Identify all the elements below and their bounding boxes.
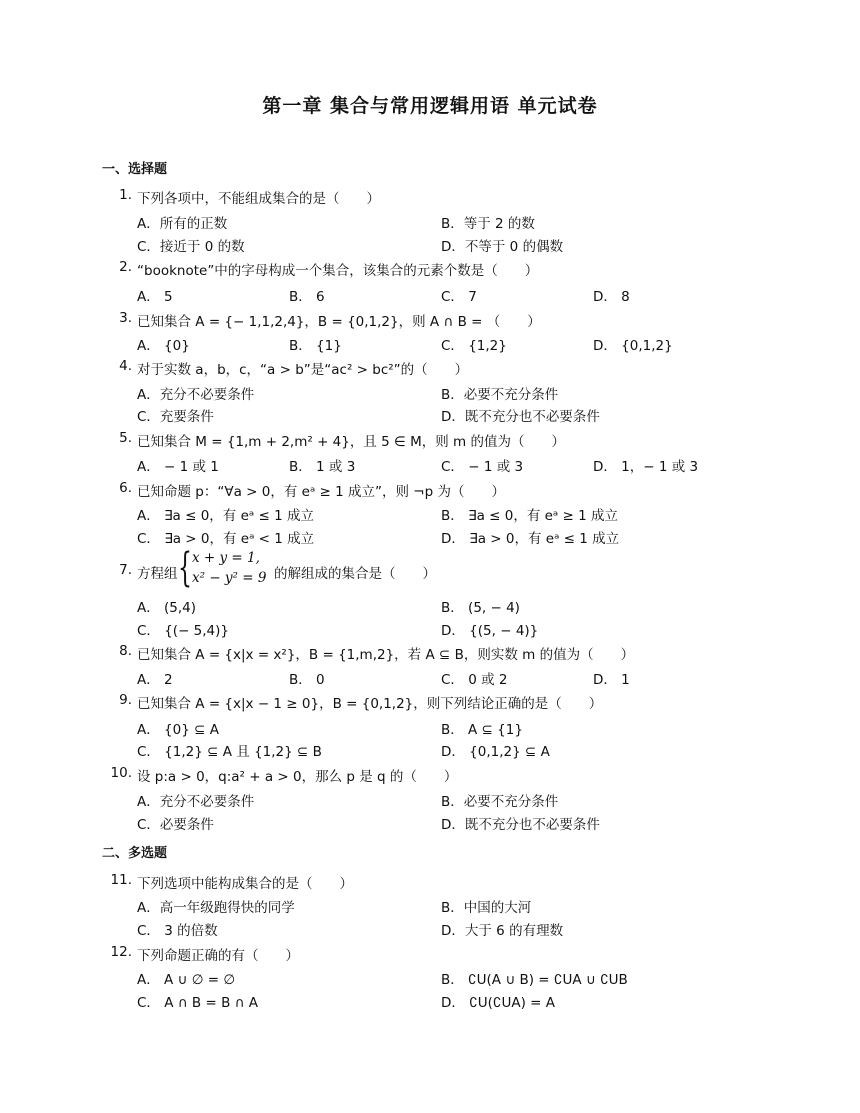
equation-line-1: x + y = 1, [192, 550, 260, 566]
question-number: 2. [119, 259, 132, 275]
option-b: B．必要不充分条件 [441, 387, 559, 403]
question-stem: 已知集合 A = {x|x − 1 ≥ 0}，B = {0,1,2}，则下列结论正确的是（ ） [137, 696, 603, 712]
option-b: B．中国的大河 [441, 900, 532, 916]
option-d: D．既不充分也不必要条件 [441, 409, 600, 425]
option-c: C． 0 或 2 [441, 672, 508, 688]
option-b: B．等于 2 的数 [441, 216, 535, 232]
option-b: B． 1 或 3 [289, 459, 356, 475]
option-a: A．高一年级跑得快的同学 [137, 900, 295, 916]
question-number: 9. [119, 692, 132, 708]
question-number: 6. [119, 480, 132, 496]
page-title: 第一章 集合与常用逻辑用语 单元试卷 [262, 95, 598, 117]
question-stem: 已知集合 A = {− 1,1,2,4}，B = {0,1,2}，则 A ∩ B = （ ） [137, 314, 541, 330]
option-b: B． ∃a ≤ 0，有 eᵃ ≥ 1 成立 [441, 508, 618, 524]
question-number: 11. [110, 872, 132, 888]
question-number: 5. [119, 430, 132, 446]
left-brace-icon: { [178, 545, 192, 591]
option-c: C． 3 的倍数 [137, 923, 218, 939]
option-d: D． {0,1,2} ⊆ A [441, 744, 550, 760]
option-b: B．必要不充分条件 [441, 794, 559, 810]
option-b: B． A ⊆ {1} [441, 722, 523, 738]
option-a: A． 2 [137, 672, 173, 688]
option-d: D． {0,1,2} [593, 338, 673, 354]
option-a: A． ∃a ≤ 0，有 eᵃ ≤ 1 成立 [137, 508, 314, 524]
section-heading-multiple-choice: 二、多选题 [102, 846, 168, 861]
question-number: 8. [119, 643, 132, 659]
question-number: 12. [110, 944, 132, 960]
option-c: C． 7 [441, 289, 477, 305]
option-c: C． {(− 5,4)} [137, 623, 230, 639]
option-b: B． {1} [289, 338, 342, 354]
option-d: D． ∃a > 0，有 eᵃ ≤ 1 成立 [441, 531, 620, 547]
equation-line-2: x² − y² = 9 [192, 570, 267, 586]
question-stem: 下列各项中，不能组成集合的是（ ） [137, 191, 380, 207]
option-a: A． {0} ⊆ A [137, 722, 219, 738]
option-d: D．不等于 0 的偶数 [441, 239, 564, 255]
option-c: C． ∃a > 0，有 eᵃ < 1 成立 [137, 531, 315, 547]
question-stem: 已知集合 A = {x|x = x²}，B = {1,m,2}，若 A ⊆ B，则实数 m 的值为（ ） [137, 647, 635, 663]
question-number: 3. [119, 310, 132, 326]
option-b: B． ∁U(A ∪ B) = ∁UA ∪ ∁UB [441, 972, 628, 988]
question-number: 4. [119, 358, 132, 374]
question-stem: 对于实数 a，b，c，“a > b”是“ac² > bc²”的（ ） [137, 362, 469, 378]
option-c: C． − 1 或 3 [441, 459, 524, 475]
question-stem: 下列选项中能构成集合的是（ ） [137, 876, 353, 892]
question-number: 1. [119, 187, 132, 203]
option-b: B． (5, − 4) [441, 600, 520, 616]
option-d: D． 1，− 1 或 3 [593, 459, 699, 475]
section-heading-single-choice: 一、选择题 [102, 162, 168, 177]
option-c: C．接近于 0 的数 [137, 239, 245, 255]
equation-system [178, 546, 278, 590]
question-stem-suffix: 的解组成的集合是（ ） [274, 566, 436, 582]
question-number: 7. [119, 562, 132, 578]
option-b: B． 6 [289, 289, 325, 305]
question-stem-prefix: 方程组 [137, 566, 178, 582]
question-stem: “booknote”中的字母构成一个集合，该集合的元素个数是（ ） [137, 263, 539, 279]
option-a: A． {0} [137, 338, 190, 354]
option-a: A．充分不必要条件 [137, 794, 255, 810]
option-d: D． 8 [593, 289, 630, 305]
option-a: A． (5,4) [137, 600, 197, 616]
question-stem: 下列命题正确的有（ ） [137, 948, 299, 964]
option-a: A． A ∪ ∅ = ∅ [137, 972, 236, 988]
option-a: A． − 1 或 1 [137, 459, 219, 475]
option-d: D． 1 [593, 672, 630, 688]
option-d: D． {(5, − 4)} [441, 623, 539, 639]
option-c: C． A ∩ B = B ∩ A [137, 995, 259, 1011]
question-number: 10. [110, 765, 132, 781]
question-stem: 已知集合 M = {1,m + 2,m² + 4}，且 5 ∈ M，则 m 的值为（ ） [137, 434, 565, 450]
option-c: C． {1,2} [441, 338, 507, 354]
option-a: A．所有的正数 [137, 216, 228, 232]
option-b: B． 0 [289, 672, 325, 688]
option-d: D．大于 6 的有理数 [441, 923, 564, 939]
option-d: D．既不充分也不必要条件 [441, 817, 600, 833]
option-d: D． ∁U(∁UA) = A [441, 995, 556, 1011]
option-c: C． {1,2} ⊆ A 且 {1,2} ⊆ B [137, 744, 322, 760]
option-c: C．必要条件 [137, 817, 214, 833]
option-a: A．充分不必要条件 [137, 387, 255, 403]
option-a: A． 5 [137, 289, 173, 305]
question-stem: 设 p:a > 0，q:a² + a > 0，那么 p 是 q 的（ ） [137, 769, 458, 785]
option-c: C．充要条件 [137, 409, 214, 425]
question-stem: 已知命题 p：“∀a > 0，有 eᵃ ≥ 1 成立”，则 ¬p 为（ ） [137, 484, 505, 500]
